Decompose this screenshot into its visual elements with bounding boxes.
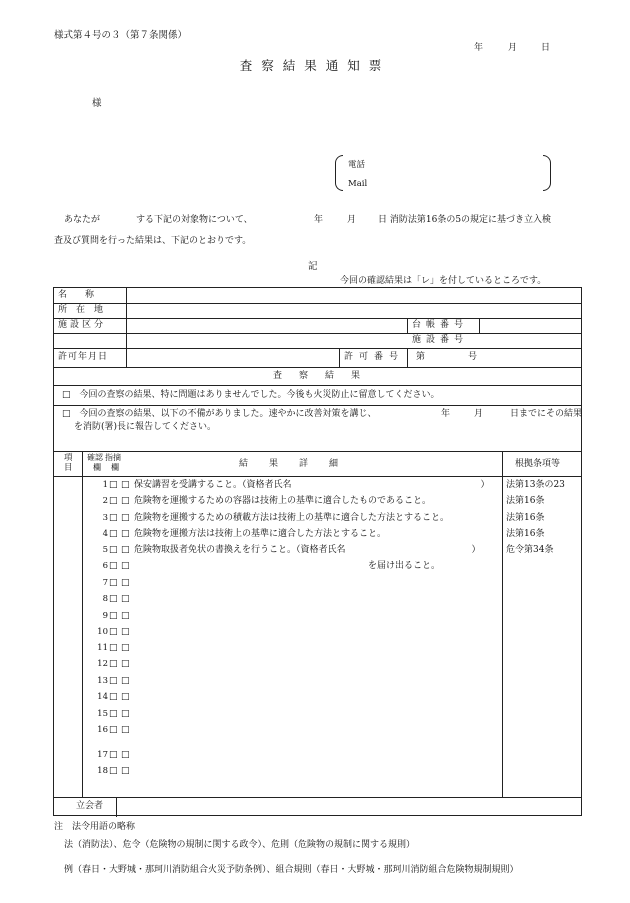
col-detail-header: 結 果 詳 細	[239, 459, 345, 469]
table-row	[54, 725, 583, 741]
col-confirm-header: 確認	[87, 453, 103, 462]
point-checkbox[interactable]: □	[121, 578, 130, 588]
table-row	[54, 578, 583, 594]
confirm-checkbox[interactable]: □	[109, 545, 118, 555]
table-row	[54, 659, 583, 675]
table-row	[54, 750, 583, 766]
point-checkbox[interactable]: □	[121, 594, 130, 604]
confirm-checkbox[interactable]: □	[109, 709, 118, 719]
point-checkbox[interactable]: □	[121, 659, 130, 669]
col-item-header-2: 目	[64, 463, 73, 473]
body-line1-b: する下記の対象物について、	[136, 215, 253, 225]
row-detail-text: 危険物を運搬するための容器は技術上の基準に適合したものであること。	[134, 496, 432, 506]
table-row	[54, 561, 583, 577]
point-checkbox[interactable]: □	[121, 627, 130, 637]
row-basis-text: 法第13条の23	[506, 480, 565, 490]
row-basis-text: 法第16条	[506, 496, 545, 506]
table-row	[54, 611, 583, 627]
notes-line2: 例（春日・大野城・那珂川消防組合火災予防条例）、組合規則（春日・大野城・那珂川消防組合危険物規制規則）	[64, 865, 519, 875]
row-number: 11	[97, 643, 108, 653]
permit-number-prefix: 第	[416, 352, 426, 362]
point-checkbox[interactable]: □	[121, 545, 130, 555]
row-number: 4	[102, 529, 108, 539]
row-basis-text: 危令第34条	[506, 545, 554, 555]
row-number: 12	[97, 659, 108, 669]
row-number: 15	[97, 709, 108, 719]
body-line1-day: 日 消防法第16条の5の規定に基づき立入検	[378, 215, 552, 225]
point-checkbox[interactable]: □	[121, 692, 130, 702]
facility-type-label: 施設区分	[58, 320, 107, 330]
body-line1-year: 年	[314, 215, 324, 225]
confirm-checkbox[interactable]: □	[109, 561, 118, 571]
contact-brace-left	[335, 155, 343, 191]
row-detail-text: 保安講習を受講すること。（資格者氏名 ）	[134, 480, 490, 490]
addressee-suffix: 様	[92, 98, 102, 109]
row-number: 2	[102, 496, 108, 506]
table-row	[54, 594, 583, 610]
body-line1-a: あなたが	[64, 215, 101, 225]
result-option-no-issues: □ 今回の査察の結果、特に問題はありませんでした。今後も火災防止に留意してください。	[62, 390, 440, 400]
ledger-number-label: 台帳番号	[412, 320, 469, 330]
table-row	[54, 545, 583, 561]
confirm-checkbox[interactable]: □	[109, 766, 118, 776]
date-day-label: 日	[541, 43, 551, 53]
contact-brace-right	[543, 155, 551, 191]
address-label: 所 在 地	[58, 305, 104, 315]
notes-line1: 法（消防法）、危令（危険物の規制に関する政令）、危則（危険物の規制に関する規則）	[64, 840, 416, 850]
row-number: 13	[97, 676, 108, 686]
row-number: 3	[102, 513, 108, 523]
row-number: 7	[102, 578, 108, 588]
point-checkbox[interactable]: □	[121, 611, 130, 621]
col-confirm-header-2: 欄	[93, 463, 101, 472]
row-number: 5	[102, 545, 108, 555]
inspection-table	[53, 287, 582, 816]
notes-heading: 注 法令用語の略称	[54, 822, 136, 832]
col-basis-header: 根拠条項等	[515, 459, 561, 469]
witness-label: 立会者	[76, 801, 104, 811]
confirm-checkbox[interactable]: □	[109, 578, 118, 588]
date-year-label: 年	[474, 43, 484, 53]
body-line2: 査及び質問を行った結果は、下記のとおりです。	[54, 236, 252, 246]
table-row	[54, 529, 583, 545]
point-checkbox[interactable]: □	[121, 529, 130, 539]
table-row	[54, 676, 583, 692]
row-number: 6	[102, 561, 108, 571]
table-row	[54, 480, 583, 496]
permit-number-suffix: 号	[468, 352, 478, 362]
col-point-header-2: 欄	[111, 463, 119, 472]
table-row	[54, 513, 583, 529]
row-detail-text: を届け出ること。	[134, 561, 441, 571]
point-checkbox[interactable]: □	[121, 676, 130, 686]
confirm-checkbox[interactable]: □	[109, 480, 118, 490]
row-number: 17	[97, 750, 108, 760]
confirm-checkbox[interactable]: □	[109, 676, 118, 686]
col-item-header: 項	[64, 453, 73, 463]
row-number: 1	[102, 480, 108, 490]
table-row	[54, 766, 583, 782]
confirmation-note: 今回の確認結果は「レ」を付しているところです。	[340, 276, 547, 286]
row-basis-text: 法第16条	[506, 513, 545, 523]
confirm-checkbox[interactable]: □	[109, 594, 118, 604]
point-checkbox[interactable]: □	[121, 766, 130, 776]
confirm-checkbox[interactable]: □	[109, 659, 118, 669]
col-point-header: 指摘	[105, 453, 121, 462]
body-line1-month: 月	[347, 215, 357, 225]
point-checkbox[interactable]: □	[121, 709, 130, 719]
point-checkbox[interactable]: □	[121, 496, 130, 506]
confirm-checkbox[interactable]: □	[109, 529, 118, 539]
confirm-checkbox[interactable]: □	[109, 611, 118, 621]
permit-number-label: 許可番号	[344, 352, 405, 362]
confirm-checkbox[interactable]: □	[109, 643, 118, 653]
result-option-issues-b: 日までにその結果	[510, 409, 583, 419]
ki-label: 記	[308, 261, 318, 272]
row-number: 16	[97, 725, 108, 735]
page-title: 査察結果通知票	[239, 58, 391, 73]
row-detail-text: 危険物を運搬方法は技術上の基準に適合した方法とすること。	[134, 529, 387, 539]
row-number: 9	[102, 611, 108, 621]
confirm-checkbox[interactable]: □	[109, 750, 118, 760]
point-checkbox[interactable]: □	[121, 643, 130, 653]
name-label: 名 称	[58, 290, 95, 300]
phone-label: 電話	[348, 160, 366, 170]
table-row	[54, 627, 583, 643]
result-option-issues-a: □ 今回の査察の結果、以下の不備がありました。速やかに改善対策を講じ、	[62, 409, 377, 419]
table-row	[54, 496, 583, 512]
row-basis-text: 法第16条	[506, 529, 545, 539]
form-number: 様式第４号の３（第７条関係）	[54, 30, 188, 41]
row-detail-text: 危険物取扱者免状の書換えを行うこと。（資格者氏名 ）	[134, 545, 481, 555]
confirm-checkbox[interactable]: □	[109, 725, 118, 735]
confirm-checkbox[interactable]: □	[109, 496, 118, 506]
result-option-issues-year: 年	[441, 409, 451, 419]
facility-number-label: 施設番号	[412, 335, 469, 345]
confirm-checkbox[interactable]: □	[109, 692, 118, 702]
date-month-label: 月	[508, 43, 518, 53]
point-checkbox[interactable]: □	[121, 725, 130, 735]
permit-date-label: 許可年月日	[58, 352, 109, 362]
result-option-issues-c: を消防(署)長に報告してください。	[74, 422, 217, 432]
row-detail-text: 危険物を運搬するための積載方法は技術上の基準に適合した方法とすること。	[134, 513, 450, 523]
point-checkbox[interactable]: □	[121, 561, 130, 571]
table-row	[54, 692, 583, 708]
mail-label: Mail	[348, 179, 368, 189]
results-header: 査 察 結 果	[272, 371, 364, 381]
table-row	[54, 643, 583, 659]
point-checkbox[interactable]: □	[121, 750, 130, 760]
point-checkbox[interactable]: □	[121, 513, 130, 523]
result-option-issues-month: 月	[474, 409, 484, 419]
confirm-checkbox[interactable]: □	[109, 513, 118, 523]
row-number: 10	[97, 627, 108, 637]
row-number: 18	[97, 766, 108, 776]
row-number: 14	[97, 692, 108, 702]
point-checkbox[interactable]: □	[121, 480, 130, 490]
row-number: 8	[102, 594, 108, 604]
confirm-checkbox[interactable]: □	[109, 627, 118, 637]
table-row	[54, 709, 583, 725]
